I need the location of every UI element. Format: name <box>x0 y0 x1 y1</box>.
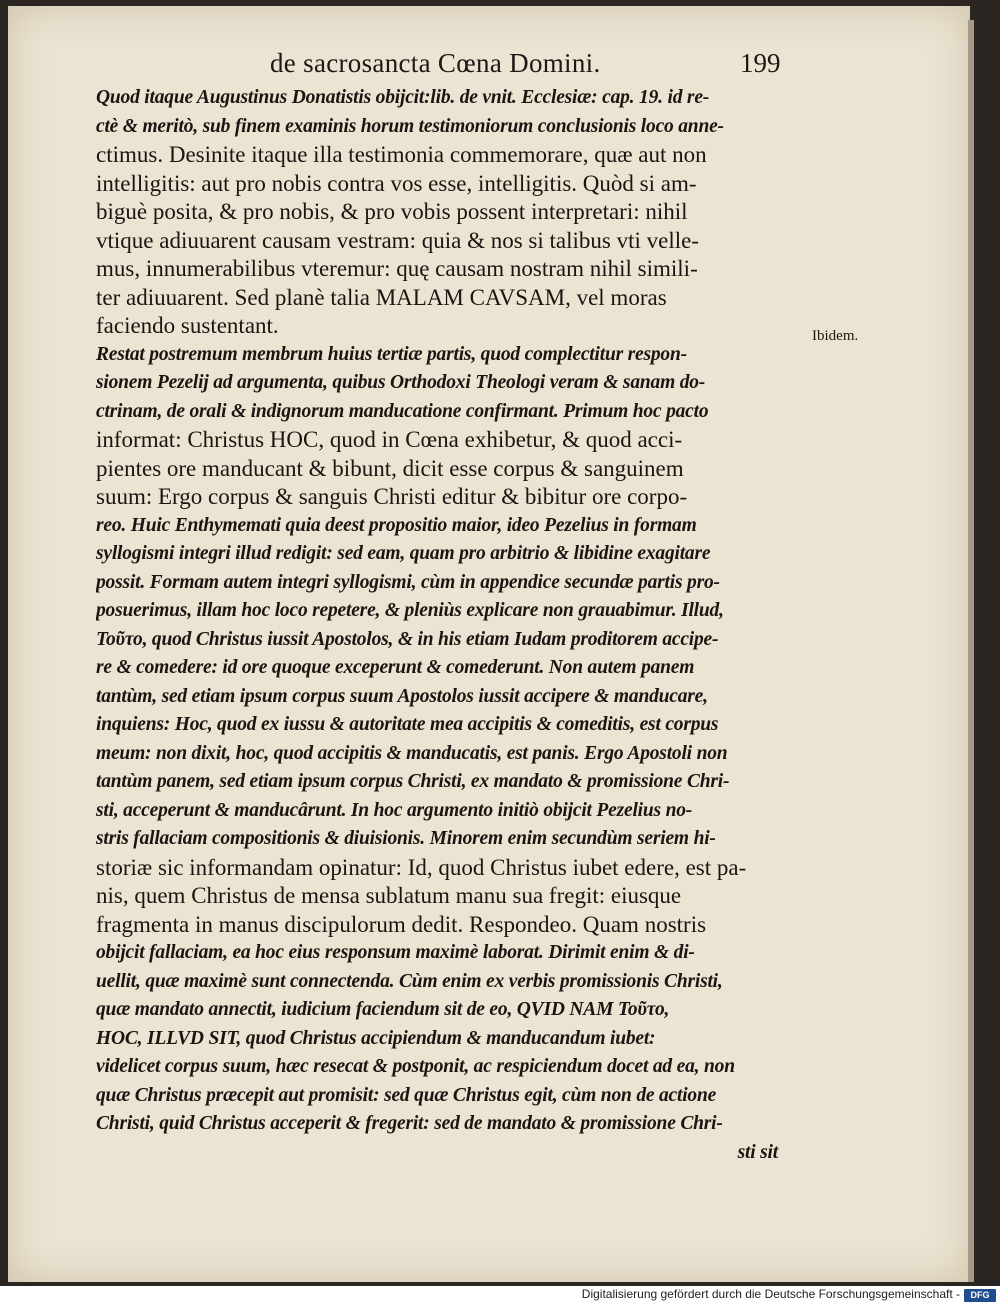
text-line: intelligitis: aut pro nobis contra vos esse, intelligitis. Quòd si am- <box>96 170 697 196</box>
text-line: sionem Pezelij ad argumenta, quibus Orthodoxi Theologi veram & sanam do- <box>96 372 706 393</box>
text-line: quæ Christus præcepit aut promisit: sed quæ Christus egit, cùm non de actione <box>96 1084 717 1106</box>
text-line: ctimus. Desinite itaque illa testimonia commemorare, quæ aut non <box>96 142 707 167</box>
page-header <box>100 48 800 82</box>
text-line: suum: Ergo corpus & sanguis Christi editur & bibitur ore corpo- <box>96 484 688 509</box>
text-line: tantùm, sed etiam ipsum corpus suum Apostolos iussit accipere & manducare, <box>96 685 708 707</box>
text-line: meum: non dixit, hoc, quod accipitis & manducatis, est panis. Ergo Apostoli non <box>96 742 728 764</box>
text-line: Christi, quid Christus acceperit & fregerit: sed de mandato & promissione Chri- <box>96 1113 723 1134</box>
dfg-logo: DFG <box>964 1289 996 1302</box>
text-line: re & comedere: id ore quoque exceperunt & comederunt. Non autem panem <box>96 657 695 678</box>
text-line: Quod itaque Augustinus Donatistis obijcit:lib. de vnit. Ecclesiæ: cap. 19. id re- <box>96 87 710 108</box>
text-line: faciendo sustentant. <box>96 313 279 338</box>
text-line: posuerimus, illam hoc loco repetere, & pleniùs explicare non grauabimur. Illud, <box>96 600 724 621</box>
text-line: pientes ore manducant & bibunt, dicit esse corpus & sanguinem <box>96 455 684 481</box>
text-line: syllogismi integri illud redigit: sed eam, quam pro arbitrio & libidine exagitare <box>96 543 711 564</box>
text-line: vtique adiuuarent causam vestram: quia & nos si talibus vti velle- <box>96 227 699 253</box>
text-line: uellit, quæ maximè sunt connectenda. Cùm enim ex verbis promissionis Christi, <box>96 970 723 992</box>
catchword: sti sit <box>737 1141 778 1163</box>
text-line: fragmenta in manus discipulorum dedit. Respondeo. Quam nostris <box>96 911 707 937</box>
page-edge <box>968 20 974 1282</box>
text-line: ter adiuuarent. Sed planè talia MALAM CAVSAM, vel moras <box>96 284 667 310</box>
footer-credit: Digitalisierung gefördert durch die Deutsche Forschungsgemeinschaft - <box>581 1287 960 1301</box>
text-line: sti, acceperunt & manducârunt. In hoc argumento initiò obijcit Pezelius no- <box>96 799 693 821</box>
running-title: de sacrosancta Cœna Domini. <box>270 48 601 78</box>
text-line: Restat postremum membrum huius tertiæ partis, quod complectitur respon- <box>96 343 687 365</box>
text-line: informat: Christus HOC, quod in Cœna exhibetur, & quod acci- <box>96 427 683 452</box>
text-line: storiæ sic informandam opinatur: Id, quod Christus iubet edere, est pa- <box>96 854 747 880</box>
text-line: mus, innumerabilibus vteremur: quę causam nostram nihil simili- <box>96 256 698 281</box>
text-line: possit. Formam autem integri syllogismi, cùm in appendice secundæ partis pro- <box>96 571 720 593</box>
page-number: 199 <box>740 48 781 78</box>
text-line: ctrinam, de orali & indignorum manducatione confirmant. Primum hoc pacto <box>96 400 709 422</box>
marginal-note: Ibidem. <box>812 328 859 344</box>
text-line: stris fallaciam compositionis & diuisionis. Minorem enim secundùm seriem hi- <box>96 828 716 849</box>
text-line: videlicet corpus suum, hæc resecat & postponit, ac respiciendum docet ad ea, non <box>96 1056 735 1077</box>
text-line: reo. Huic Enthymemati quia deest propositio maior, ideo Pezelius in formam <box>96 514 697 536</box>
footer-bar <box>0 1286 1000 1305</box>
text-line: tantùm panem, sed etiam ipsum corpus Christi, ex mandato & promissione Chri- <box>96 771 730 792</box>
text-line: biguè posita, & pro nobis, & pro vobis possent interpretari: nihil <box>96 199 688 224</box>
text-line: HOC, ILLVD SIT, quod Christus accipiendum & manducandum iubet: <box>96 1027 656 1049</box>
text-line: obijcit fallaciam, ea hoc eius responsum maximè laborat. Dirimit enim & di- <box>96 942 695 963</box>
text-line: inquiens: Hoc, quod ex iussu & autoritate mea accipitis & comeditis, est corpus <box>96 714 719 735</box>
text-line: Τοῦτο, quod Christus iussit Apostolos, & in his etiam Iudam proditorem accipe- <box>96 628 719 650</box>
text-line: quæ mandato annectit, iudicium faciendum sit de eo, QVID NAM Τοῦτο, <box>96 999 670 1020</box>
text-line: ctè & meritò, sub finem examinis horum testimoniorum conclusionis loco anne- <box>96 115 724 137</box>
text-line: nis, quem Christus de mensa sublatum manu sua fregit: eiusque <box>96 883 682 908</box>
body-text <box>96 84 796 1167</box>
